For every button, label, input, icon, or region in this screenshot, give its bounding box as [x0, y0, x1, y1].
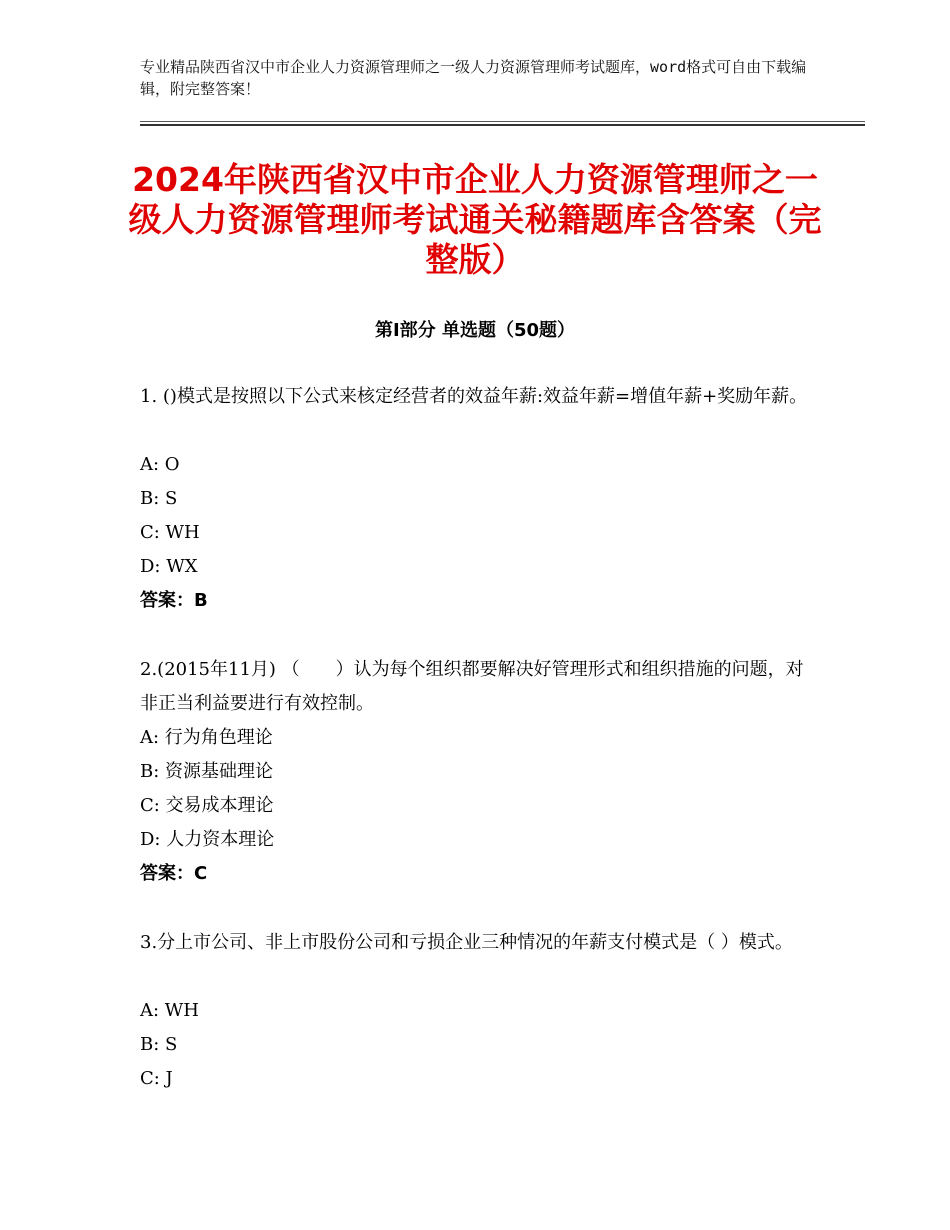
question-3-stem: 3.分上市公司、非上市股份公司和亏损企业三种情况的年薪支付模式是（ ）模式。 [140, 932, 793, 953]
question-2-option-b: B: 资源基础理论 [140, 761, 274, 782]
question-3-option-a: A: WH [140, 1000, 199, 1021]
question-2-option-a: A: 行为角色理论 [140, 727, 273, 748]
header-divider-bottom [140, 124, 865, 126]
question-1-stem: 1. ()模式是按照以下公式来核定经营者的效益年薪:效益年薪=增值年薪+奖励年薪。 [140, 386, 808, 407]
question-2-stem: 2.(2015年11月) （ ）认为每个组织都要解决好管理形式和组织措施的问题，对非正当利益要进行有效控制。 [140, 659, 804, 714]
question-2-option-c: C: 交易成本理论 [140, 795, 274, 816]
header-divider-top [140, 121, 865, 122]
question-1-option-a: A: O [140, 454, 180, 475]
question-1-answer: 答案：B [140, 590, 208, 611]
document-title: 2024年陕西省汉中市企业人力资源管理师之一级人力资源管理师考试通关秘籍题库含答案（完整版） [128, 160, 822, 279]
question-2-answer: 答案：C [140, 863, 208, 884]
header-note: 专业精品陕西省汉中市企业人力资源管理师之一级人力资源管理师考试题库，word格式可自由下载编辑，附完整答案！ [140, 58, 807, 98]
section-heading: 第Ⅰ部分 单选题（50题） [374, 320, 575, 341]
question-3-option-b: B: S [140, 1034, 178, 1055]
question-3-option-c: C: J [140, 1068, 173, 1089]
question-1-option-c: C: WH [140, 522, 200, 543]
question-2-option-d: D: 人力资本理论 [140, 829, 275, 850]
question-1-option-d: D: WX [140, 556, 198, 577]
question-1-option-b: B: S [140, 488, 178, 509]
